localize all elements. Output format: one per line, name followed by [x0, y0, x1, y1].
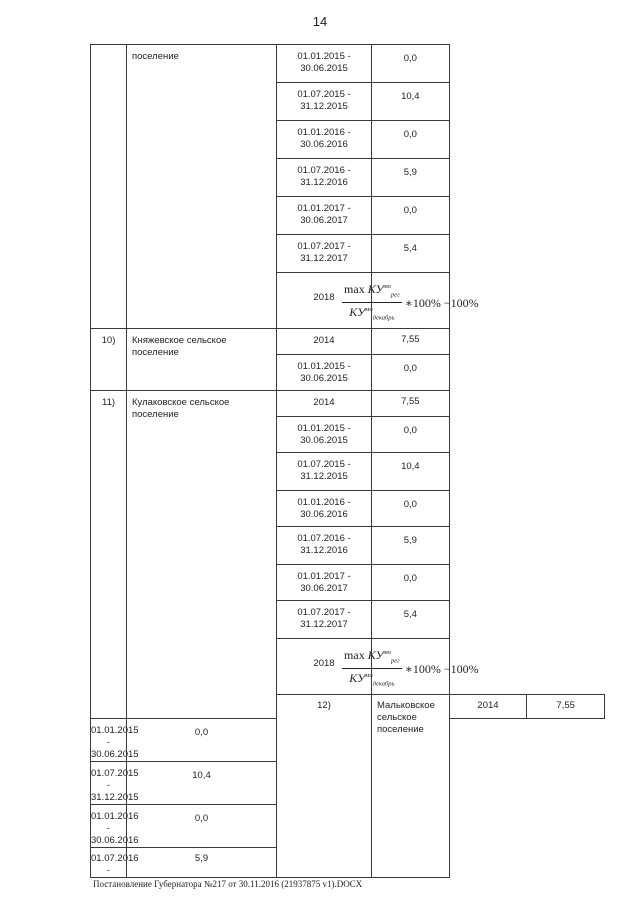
settlement-name-cell: [127, 391, 277, 719]
period: 2018: [313, 658, 335, 669]
period-cell: [91, 719, 139, 762]
value-cell: [372, 391, 450, 417]
period-cell: [277, 601, 372, 639]
settlement-name-cell: [127, 329, 277, 391]
value: 0,0: [403, 53, 417, 64]
value-cell: [372, 197, 450, 235]
settlement-name: Мальковское сельское поселение: [377, 700, 435, 735]
formula-tail: ∗100% −100%: [404, 295, 479, 310]
formula-tail: ∗100% −100%: [404, 661, 479, 676]
table-row: [91, 391, 605, 417]
period: 01.01.2017 - 30.06.2017: [297, 203, 351, 226]
formula-sub: декабрь: [372, 314, 395, 322]
period-cell: [91, 762, 139, 805]
period-cell: [277, 453, 372, 491]
period-cell: [277, 159, 372, 197]
formula-var: КУ: [367, 282, 384, 296]
formula-denominator: [349, 303, 394, 324]
period: 01.07.2015 - 31.12.2015: [297, 459, 351, 482]
value-cell: [372, 159, 450, 197]
value: 5,9: [403, 167, 417, 178]
period: 01.07.2017 - 31.12.2017: [297, 607, 351, 630]
formula-fraction: [342, 281, 402, 325]
period: 01.01.2016 - 30.06.2016: [91, 811, 139, 846]
row-number-cell: [277, 695, 372, 878]
value: 0,0: [403, 129, 417, 140]
settlement-name-cell: [372, 695, 450, 878]
value: 7,55: [401, 334, 420, 345]
period-cell: [277, 417, 372, 453]
value: 10,4: [401, 91, 420, 102]
table-row: [91, 45, 605, 83]
value: 7,55: [556, 700, 575, 711]
period: 01.07.2016 - 31.12.2016: [297, 165, 351, 188]
formula-var: КУ: [367, 648, 384, 662]
formula-cell: [344, 273, 479, 329]
value: 0,0: [403, 499, 417, 510]
value-cell: [372, 329, 450, 355]
value: 5,9: [403, 535, 417, 546]
formula-func: max: [344, 648, 365, 662]
value: 5,4: [403, 243, 417, 254]
period-cell: [277, 329, 372, 355]
formula-cell: [344, 639, 479, 695]
row-number-cell: [91, 45, 127, 329]
value-cell: [127, 848, 277, 878]
period-cell: [277, 491, 372, 527]
row-number: 12): [317, 700, 331, 711]
formula-sup: мо: [365, 672, 373, 680]
period: 01.01.2015 - 30.06.2015: [297, 423, 351, 446]
document-footer: Постановление Губернатора №217 от 30.11.2016 (21937875 v1).DOCX: [93, 879, 363, 889]
formula-numerator: [342, 647, 402, 669]
period: 01.07.2016 -: [91, 853, 139, 876]
period: 01.07.2017 - 31.12.2017: [297, 241, 351, 264]
period: 01.01.2017 - 30.06.2017: [297, 571, 351, 594]
period-cell: [277, 83, 372, 121]
value: 10,4: [401, 461, 420, 472]
row-number: 11): [101, 397, 116, 408]
value-cell: [127, 719, 277, 762]
value-cell: [372, 491, 450, 527]
value: 0,0: [403, 205, 417, 216]
value-cell: [372, 601, 450, 639]
period-cell: [277, 121, 372, 159]
period-cell: [277, 565, 372, 601]
value: 0,0: [403, 573, 417, 584]
period-cell: [277, 355, 372, 391]
formula: [344, 639, 479, 691]
formula: [344, 273, 479, 325]
period-cell: [277, 527, 372, 565]
row-number: [91, 45, 126, 54]
value-cell: [127, 762, 277, 805]
period-cell: [449, 695, 527, 719]
value-cell: [372, 417, 450, 453]
period: 2014: [313, 335, 335, 346]
value: 0,0: [403, 425, 417, 436]
value: 10,4: [192, 770, 211, 781]
period-cell: [91, 805, 139, 848]
formula-func: max: [344, 282, 365, 296]
tariff-table: [90, 44, 605, 878]
period: 01.01.2015 - 30.06.2015: [297, 51, 351, 74]
row-number: 10): [101, 335, 116, 346]
period: 01.01.2015 - 30.06.2015: [297, 361, 351, 384]
formula-sup: мо: [365, 306, 373, 314]
value: 5,4: [403, 609, 417, 620]
value-cell: [372, 453, 450, 491]
row-number-cell: [91, 329, 127, 391]
settlement-name-cell: [127, 45, 277, 329]
formula-sub: рег: [391, 291, 400, 299]
value-cell: [372, 45, 450, 83]
period: 01.01.2016 - 30.06.2016: [297, 127, 351, 150]
period: 2014: [477, 700, 499, 711]
value-cell: [372, 121, 450, 159]
table-row: [91, 329, 605, 355]
period: 2018: [313, 292, 335, 303]
period-cell: [277, 391, 372, 417]
period: 2014: [313, 397, 335, 408]
formula-fraction: [342, 647, 402, 691]
formula-var: КУ: [349, 671, 366, 686]
value: 5,9: [194, 853, 209, 864]
formula-numerator: [342, 281, 402, 303]
value-cell: [372, 565, 450, 601]
period-cell: [277, 197, 372, 235]
value: 7,55: [401, 396, 420, 407]
formula-var: КУ: [349, 305, 366, 320]
value: 0,0: [194, 727, 209, 738]
value-cell: [372, 83, 450, 121]
value: 0,0: [403, 363, 417, 374]
settlement-name: поселение: [132, 51, 179, 62]
period: 01.07.2016 - 31.12.2016: [297, 533, 351, 556]
value-cell: [372, 527, 450, 565]
formula-denominator: [349, 669, 394, 690]
value-cell: [372, 235, 450, 273]
period: 01.01.2016 - 30.06.2016: [297, 497, 351, 520]
value-cell: [372, 355, 450, 391]
value-cell: [527, 695, 605, 719]
settlement-name: Кулаковское сельское поселение: [132, 397, 230, 420]
settlement-name: Княжевское сельское поселение: [132, 335, 227, 358]
formula-sup: мо: [383, 649, 392, 656]
value-cell: [127, 805, 277, 848]
value: 0,0: [194, 813, 209, 824]
row-number-cell: [91, 391, 127, 719]
period: 01.07.2015 - 31.12.2015: [297, 89, 351, 112]
period-cell: [91, 848, 139, 878]
formula-sup: мо: [383, 283, 392, 290]
period-cell: [277, 45, 372, 83]
period: 01.07.2015 - 31.12.2015: [91, 768, 139, 803]
formula-sub: рег: [391, 657, 400, 665]
period-cell: [277, 235, 372, 273]
formula-sub: декабрь: [372, 680, 395, 688]
period: 01.01.2015 - 30.06.2015: [91, 725, 139, 760]
page-number: 14: [312, 14, 328, 29]
